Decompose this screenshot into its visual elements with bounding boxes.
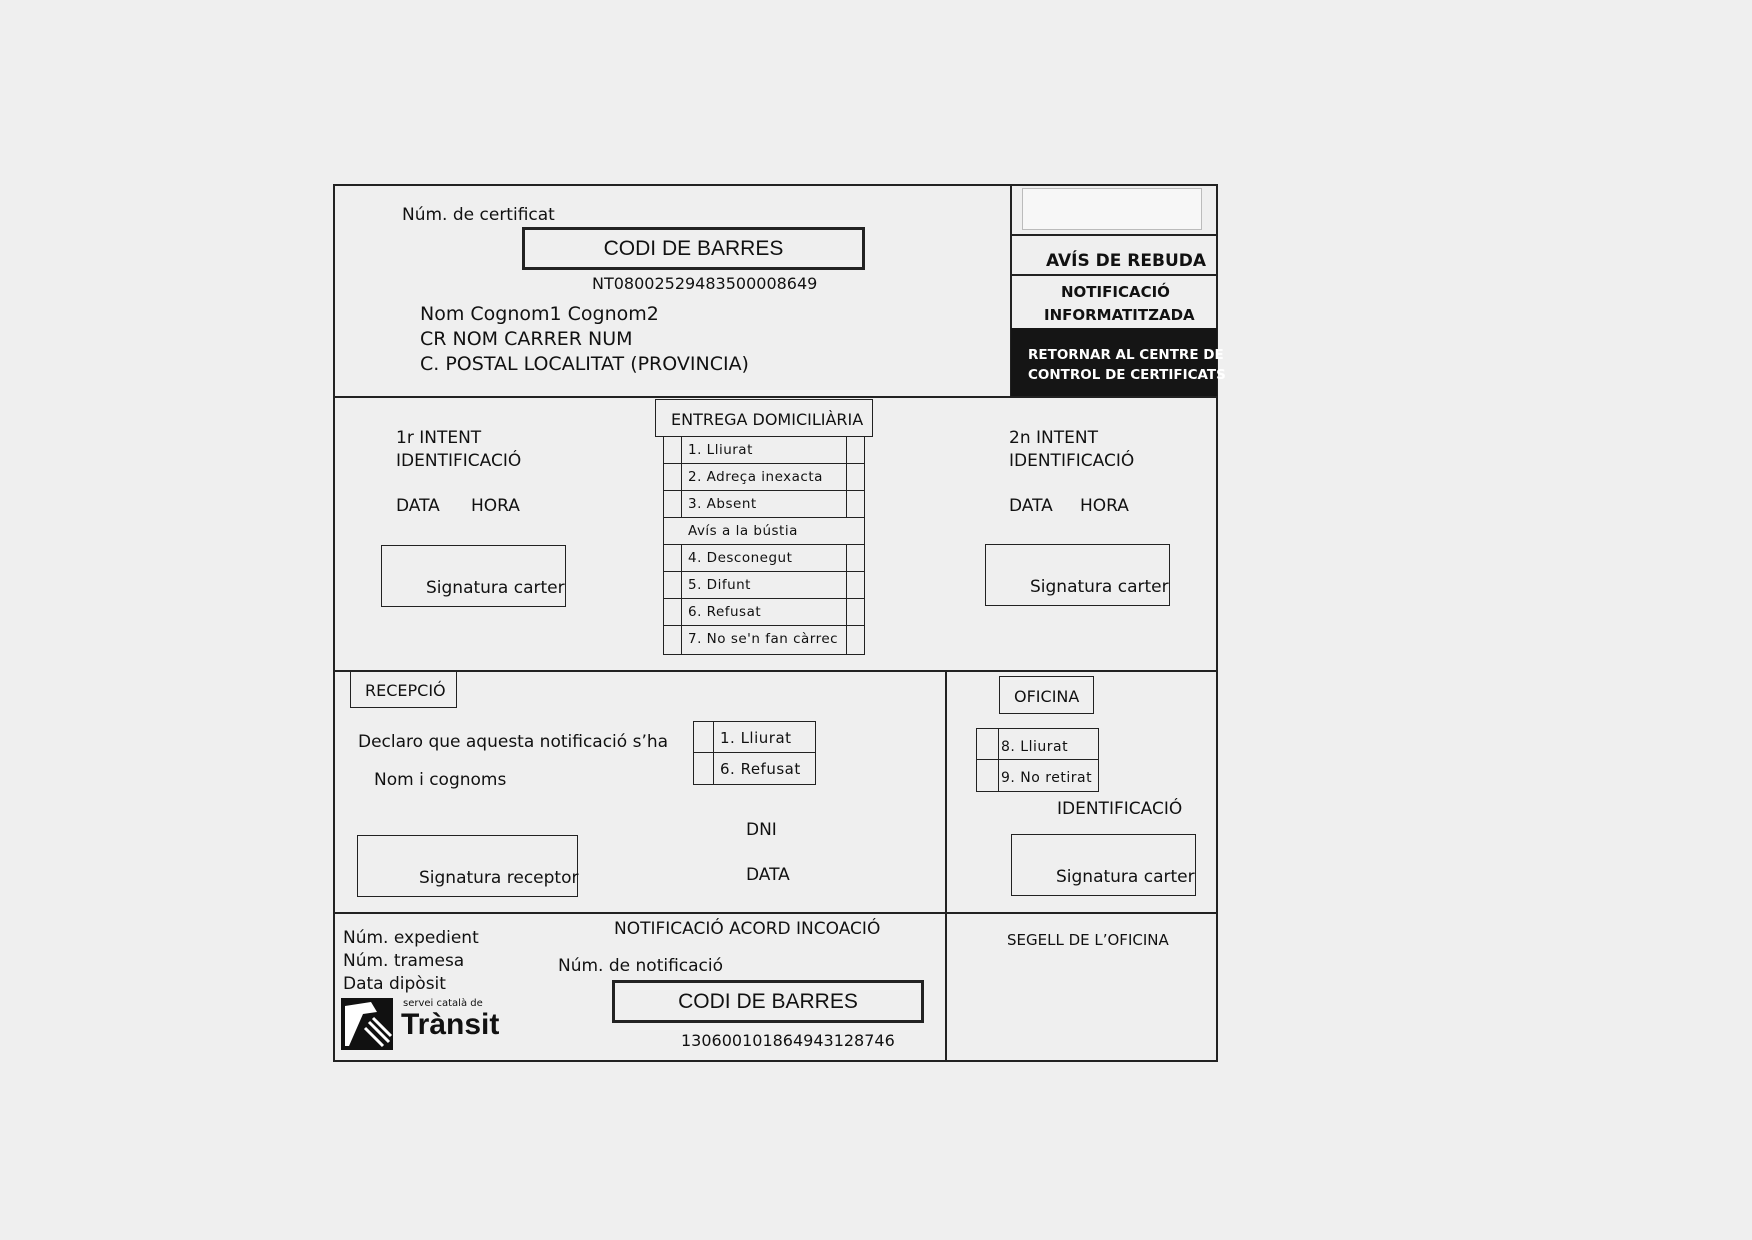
option-label: 1. Lliurat: [720, 729, 792, 747]
recipient-street: CR NOM CARRER NUM: [420, 328, 633, 350]
receipt-subtitle-2: INFORMATITZADA: [1044, 306, 1195, 324]
second-attempt-signature-box: [985, 544, 1170, 606]
recipient-city: C. POSTAL LOCALITAT (PROVINCIA): [420, 353, 749, 375]
first-attempt-signature-box: [381, 545, 566, 607]
option-label: 2. Adreça inexacta: [688, 469, 823, 485]
divider-office: [945, 670, 947, 1062]
tramesa-label: Núm. tramesa: [343, 951, 465, 971]
cert-label: Núm. de certificat: [402, 205, 555, 225]
option-row[interactable]: [664, 599, 864, 626]
reception-signature: Signatura receptor: [419, 868, 579, 888]
divider-delivery: [333, 670, 1218, 672]
option-row[interactable]: [664, 464, 864, 491]
option-row[interactable]: [664, 626, 864, 654]
expedient-label: Núm. expedient: [343, 928, 479, 948]
office-signature-box: [1011, 834, 1196, 896]
option-label: 6. Refusat: [688, 604, 762, 620]
office-title: OFICINA: [1014, 687, 1080, 706]
option-row[interactable]: [664, 491, 864, 518]
barcode-top: [522, 227, 865, 270]
barcode-top-label: CODI DE BARRES: [603, 236, 784, 260]
barcode-top-number: NT08002529483500008649: [592, 274, 818, 293]
reception-title: RECEPCIÓ: [365, 681, 446, 700]
second-attempt-title: 2n INTENT: [1009, 428, 1098, 448]
option-label: 5. Difunt: [688, 577, 751, 593]
deposit-label: Data dipòsit: [343, 974, 446, 994]
option-label: Avís a la bústia: [688, 523, 798, 539]
option-label: 6. Refusat: [720, 760, 801, 778]
logo-small-text: servei català de: [403, 998, 483, 1009]
return-line-2: CONTROL DE CERTIFICATS: [1028, 367, 1226, 383]
reception-dni: DNI: [746, 820, 777, 840]
option-label: 9. No retirat: [1001, 770, 1093, 786]
office-id: IDENTIFICACIÓ: [1057, 799, 1183, 819]
option-label: 1. Lliurat: [688, 442, 753, 458]
office-title-box: [999, 676, 1094, 714]
first-attempt-time: HORA: [471, 496, 520, 516]
notice-title: NOTIFICACIÓ ACORD INCOACIÓ: [614, 919, 881, 939]
reception-name: Nom i cognoms: [374, 770, 507, 790]
receipt-title: AVÍS DE REBUDA: [1046, 251, 1207, 271]
first-attempt-title: 1r INTENT: [396, 428, 482, 448]
barcode-bottom-label: CODI DE BARRES: [678, 989, 858, 1013]
option-row[interactable]: [694, 722, 815, 753]
office-seal: SEGELL DE L’OFICINA: [1007, 931, 1169, 949]
reception-signature-box: [357, 835, 578, 897]
option-row[interactable]: [664, 572, 864, 599]
office-signature: Signatura carter: [1056, 867, 1195, 887]
second-attempt-time: HORA: [1080, 496, 1129, 516]
return-line-1: RETORNAR AL CENTRE DE: [1028, 347, 1224, 363]
receipt-subtitle-1: NOTIFICACIÓ: [1061, 283, 1170, 301]
reception-date: DATA: [746, 865, 790, 885]
option-label: 8. Lliurat: [1001, 739, 1069, 755]
option-row[interactable]: [977, 760, 1098, 791]
option-row[interactable]: [664, 545, 864, 572]
transit-logo-mark: [341, 998, 393, 1050]
second-attempt-signature: Signatura carter: [1030, 577, 1169, 597]
divider-reception: [333, 912, 1218, 914]
second-attempt-date: DATA: [1009, 496, 1053, 516]
home-delivery-options: [663, 436, 865, 655]
first-attempt-date: DATA: [396, 496, 440, 516]
option-label: 4. Desconegut: [688, 550, 793, 566]
reception-declaration: Declaro que aquesta notificació s’ha: [358, 732, 669, 752]
logo-big-text: Trànsit: [401, 1008, 500, 1041]
divider-header: [333, 396, 1218, 398]
first-attempt-signature: Signatura carter: [426, 578, 565, 598]
option-subheading: [664, 518, 864, 545]
option-label: 7. No se'n fan càrrec: [688, 631, 839, 647]
home-delivery-title: ENTREGA DOMICILIÀRIA: [671, 410, 864, 429]
recipient-name: Nom Cognom1 Cognom2: [420, 303, 659, 325]
barcode-bottom: [612, 980, 924, 1023]
reception-options: [693, 721, 816, 785]
notice-number-label: Núm. de notificació: [558, 956, 724, 976]
home-delivery-title-box: [655, 399, 873, 437]
option-row[interactable]: [664, 437, 864, 464]
side-panel-rule-2: [1012, 274, 1217, 276]
office-options: [976, 728, 1099, 792]
reception-title-box: [350, 671, 457, 708]
second-attempt-id: IDENTIFICACIÓ: [1009, 451, 1135, 471]
transit-logo: [341, 996, 531, 1052]
option-row[interactable]: [694, 753, 815, 784]
option-row[interactable]: [977, 729, 1098, 760]
option-label: 3. Absent: [688, 496, 757, 512]
side-panel-rule-1: [1012, 234, 1217, 236]
first-attempt-id: IDENTIFICACIÓ: [396, 451, 522, 471]
side-panel-stamp: [1022, 188, 1202, 230]
barcode-bottom-number: 130600101864943128746: [681, 1031, 895, 1050]
